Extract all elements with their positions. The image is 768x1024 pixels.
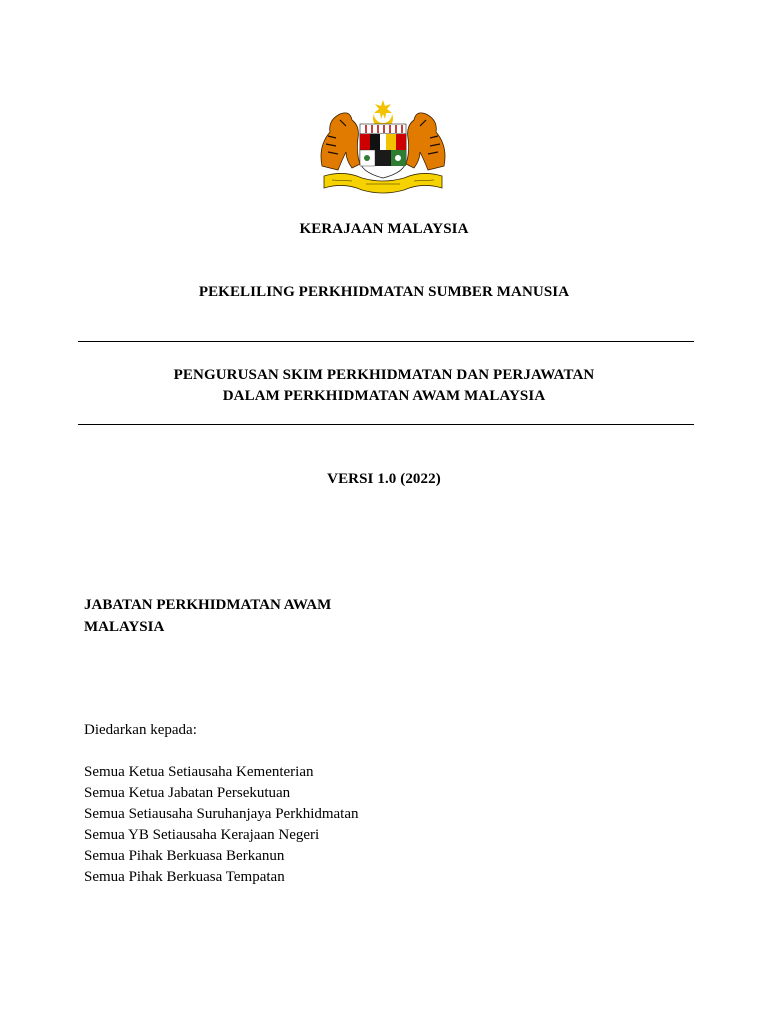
divider-top: [78, 341, 694, 342]
issuer-line-1: JABATAN PERKHIDMATAN AWAM: [84, 597, 332, 613]
divider-bottom: [78, 424, 694, 425]
subject-line-1: PENGURUSAN SKIM PERKHIDMATAN DAN PERJAWATAN: [173, 367, 595, 383]
issuer-line-2: MALAYSIA: [84, 619, 165, 635]
distribution-item: Semua Ketua Setiausaha Kementerian: [84, 764, 314, 780]
government-title: KERAJAAN MALAYSIA: [299, 221, 469, 237]
distribution-list: [84, 762, 359, 888]
distribution-heading: Diedarkan kepada:: [84, 722, 197, 738]
distribution-item: Semua Setiausaha Suruhanjaya Perkhidmatan: [84, 806, 359, 822]
coat-of-arms-emblem: [314, 96, 452, 196]
distribution-item: Semua Pihak Berkuasa Tempatan: [84, 869, 285, 885]
distribution-item: Semua Ketua Jabatan Persekutuan: [84, 785, 291, 801]
circular-title: PEKELILING PERKHIDMATAN SUMBER MANUSIA: [198, 284, 570, 300]
subject-line-2: DALAM PERKHIDMATAN AWAM MALAYSIA: [222, 388, 546, 404]
distribution-item: Semua YB Setiausaha Kerajaan Negeri: [84, 827, 320, 843]
distribution-item: Semua Pihak Berkuasa Berkanun: [84, 848, 285, 864]
version-label: VERSI 1.0 (2022): [327, 471, 441, 487]
